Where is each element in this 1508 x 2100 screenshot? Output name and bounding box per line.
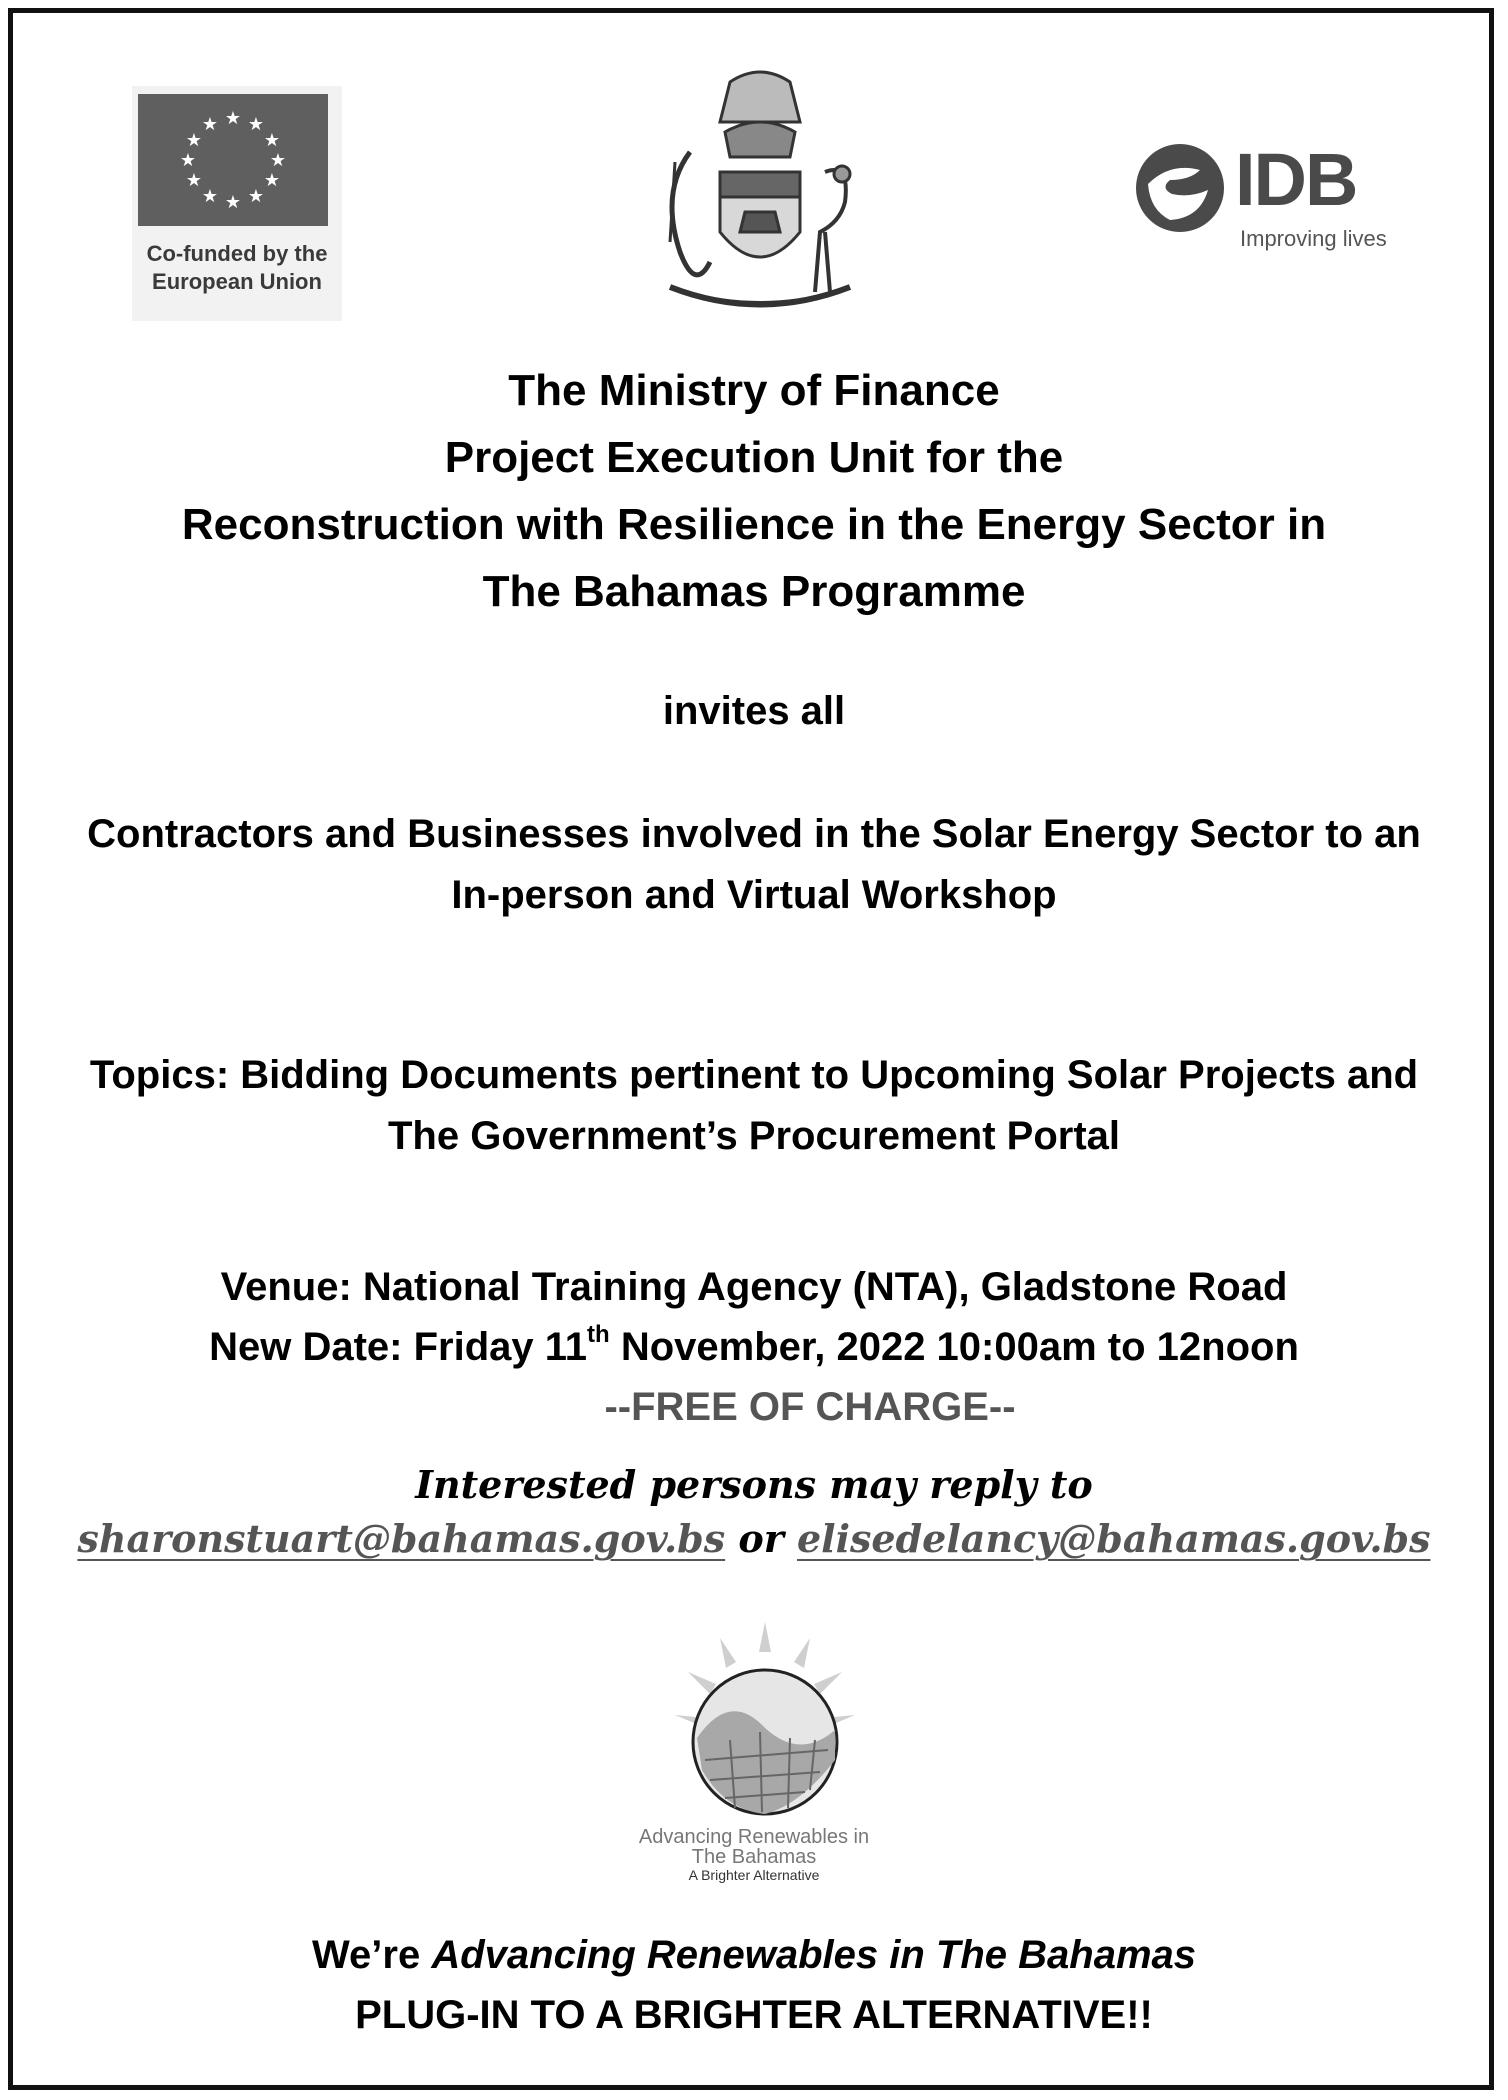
idb-logo-icon	[1130, 140, 1230, 236]
contact-or: or	[738, 1516, 784, 1561]
free-of-charge: --FREE OF CHARGE--	[604, 1385, 1016, 1429]
audience-text	[0, 804, 1508, 926]
invite-text: invites all	[662, 689, 846, 733]
heading-line4: The Bahamas Programme	[482, 567, 1026, 616]
date-superscript: th	[587, 1321, 610, 1348]
contact-intro: Interested persons may reply to	[415, 1462, 1093, 1507]
svg-text:★: ★	[201, 114, 219, 135]
heading-line2: Project Execution Unit for the	[444, 433, 1064, 482]
idb-name: IDB	[1235, 138, 1357, 221]
footer-line1	[0, 1925, 1508, 1986]
svg-text:★: ★	[224, 192, 242, 213]
eu-caption	[132, 240, 342, 296]
arb-caption-line1: Advancing Renewables in	[638, 1826, 870, 1848]
arb-caption-line3: A Brighter Alternative	[688, 1867, 820, 1883]
svg-text:★: ★	[179, 150, 197, 171]
email-link-elise[interactable]: elisedelancy@bahamas.gov.bs	[796, 1516, 1431, 1561]
eu-caption-line2: European Union	[152, 269, 322, 294]
email-link-sharon[interactable]: sharonstuart@bahamas.gov.bs	[77, 1516, 726, 1561]
svg-text:★: ★	[263, 130, 281, 151]
svg-text:★: ★	[263, 170, 281, 191]
topics-line1: Topics: Bidding Documents pertinent to Upcoming Solar Projects and	[89, 1053, 1419, 1097]
svg-text:★: ★	[247, 114, 265, 135]
audience-line1: Contractors and Businesses involved in the Solar Energy Sector to an	[87, 812, 1421, 856]
svg-text:★: ★	[185, 170, 203, 191]
svg-text:★: ★	[269, 150, 287, 171]
svg-text:★: ★	[224, 108, 242, 129]
advancing-renewables-logo-icon	[670, 1620, 860, 1820]
audience-line2: In-person and Virtual Workshop	[451, 873, 1057, 917]
topics-line2: The Government’s Procurement Portal	[387, 1114, 1121, 1158]
arb-caption-line2: The Bahamas	[691, 1846, 817, 1868]
date-text	[0, 1317, 1508, 1383]
topics-text	[0, 1045, 1508, 1167]
venue-text: Venue: National Training Agency (NTA), Gladstone Road	[220, 1265, 1288, 1309]
heading-line3: Reconstruction with Resilience in the Energy Sector in	[181, 500, 1327, 549]
svg-text:★: ★	[201, 186, 219, 207]
coat-of-arms-icon	[650, 62, 870, 322]
footer-prefix: We’re	[312, 1933, 432, 1977]
page-title	[0, 357, 1508, 625]
eu-caption-line1: Co-funded by the	[146, 241, 328, 266]
heading-line1: The Ministry of Finance	[508, 366, 1000, 415]
eu-flag-icon	[138, 94, 328, 226]
contact-emails	[0, 1516, 1508, 1561]
date-suffix: November, 2022 10:00am to 12noon	[609, 1325, 1299, 1369]
date-prefix: New Date: Friday 11	[209, 1325, 588, 1369]
footer-italic: Advancing Renewables in The Bahamas	[431, 1933, 1196, 1977]
footer-line2: PLUG-IN TO A BRIGHTER ALTERNATIVE!!	[355, 1993, 1153, 2037]
idb-tagline: Improving lives	[1240, 226, 1387, 251]
svg-text:★: ★	[247, 186, 265, 207]
svg-text:★: ★	[185, 130, 203, 151]
